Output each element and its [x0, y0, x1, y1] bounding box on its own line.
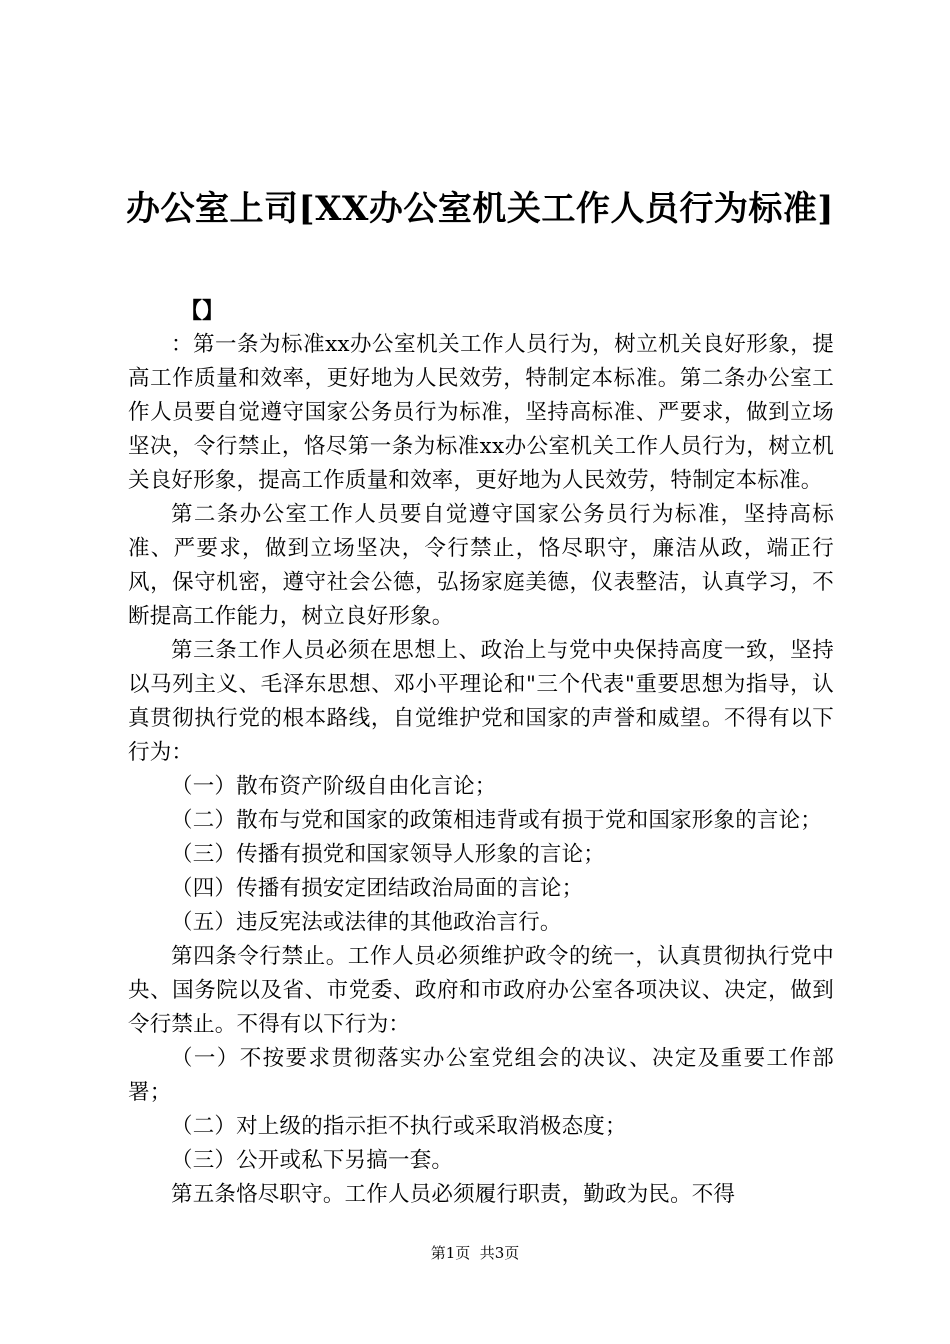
list-item-article-3-2: （二）散布与党和国家的政策相违背或有损于党和国家形象的言论； [171, 808, 823, 833]
paragraph-article-3: 第三条工作人员必须在思想上、政治上与党中央保持高度一致，坚持以马列主义、毛泽东思想、邓小平理论和"三个代表"重要思想为指导，认真贯彻执行党的根本路线，自觉维护党和国家的声誉和威望。不得有以下行为： [128, 638, 834, 765]
list-item-article-3-5: （五）违反宪法或法律的其他政治言行。 [171, 910, 562, 935]
paragraph-article-4: 第四条令行禁止。工作人员必须维护政令的统一，认真贯彻执行党中央、国务院以及省、市党委、政府和市政府办公室各项决议、决定，做到令行禁止。不得有以下行为： [128, 944, 834, 1037]
list-item-article-3-1: （一）散布资产阶级自由化言论； [171, 774, 497, 799]
list-item-article-3-4: （四）传播有损安定团结政治局面的言论； [171, 876, 584, 901]
list-item-article-4-2: （二）对上级的指示拒不执行或采取消极态度； [171, 1114, 627, 1139]
page-footer: 第1页 共3页 [430, 1244, 520, 1262]
document-title: 办公室上司[XX办公室机关工作人员行为标准] [126, 189, 834, 229]
paragraph-article-2: 第二条办公室工作人员要自觉遵守国家公务员行为标准，坚持高标准、严要求，做到立场坚决，令行禁止，恪尽职守，廉洁从政，端正行风，保守机密，遵守社会公德，弘扬家庭美德，仪表整洁，认真学习，不断提高工作能力，树立良好形象。 [128, 502, 834, 629]
list-item-article-4-1: （一）不按要求贯彻落实办公室党组会的决议、决定及重要工作部署； [128, 1046, 834, 1105]
list-item-article-3-3: （三）传播有损党和国家领导人形象的言论； [171, 842, 606, 867]
bracket-label: 【】 [180, 298, 225, 324]
paragraph-article-5: 第五条恪尽职守。工作人员必须履行职责，勤政为民。不得 [171, 1182, 736, 1207]
list-item-article-4-3: （三）公开或私下另搞一套。 [171, 1148, 454, 1173]
document-body [128, 328, 834, 1212]
paragraph-intro: ：第一条为标准xx办公室机关工作人员行为，树立机关良好形象，提高工作质量和效率，更好地为人民效劳，特制定本标准。第二条办公室工作人员要自觉遵守国家公务员行为标准，坚持高标准、严要求，做到立场坚决，令行禁止，恪尽第一条为标准xx办公室机关工作人员行为，树立机关良好形象，提高工作质量和效率，更好地为人民效劳，特制定本标准。 [128, 332, 834, 493]
